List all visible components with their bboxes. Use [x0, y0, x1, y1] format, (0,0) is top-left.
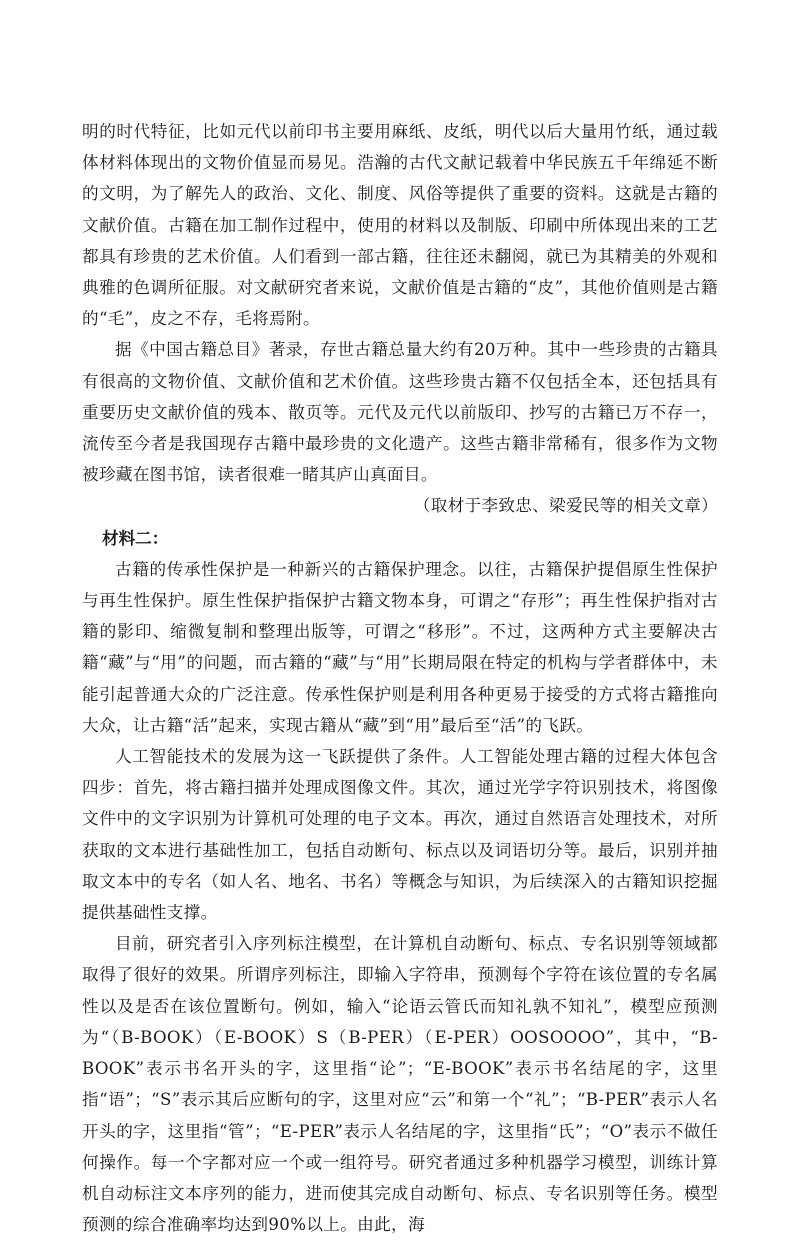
material2-paragraph-2: 人工智能技术的发展为这一飞跃提供了条件。人工智能处理古籍的过程大体包含四步：首先，将古籍扫描并处理成图像文件。其次，通过光学字符识别技术，将图像文件中的文字识别为计算机可处理的电子文本。再次，通过自然语言处理技术，对所获取的文本进行基础性加工，包括自动断句、标点以及词语切分等。最后，识别并抽取文本中的专名（如人名、地名、书名）等概念与知识，为后续深入的古籍知识挖掘提供基础性支撑。 — [82, 747, 718, 923]
material1-paragraph-1: 明的时代特征，比如元代以前印书主要用麻纸、皮纸，明代以后大量用竹纸，通过载体材料体现出的文物价值显而易见。浩瀚的古代文献记载着中华民族五千年绵延不断的文明，为了解先人的政治、文化、制度、风俗等提供了重要的资料。这就是古籍的文献价值。古籍在加工制作过程中，使用的材料以及制版、印刷中所体现出来的工艺都具有珍贵的艺术价值。人们看到一部古籍，往往还未翻阅，就已为其精美的外观和典雅的色调所征服。对文献研究者来说，文献价值是古籍的“皮”，其他价值则是古籍的“毛”，皮之不存，毛将焉附。 — [82, 122, 718, 329]
material1-source: （取材于李致忠、梁爱民等的相关文章） — [413, 496, 718, 516]
material1-paragraph-2: 据《中国古籍总目》著录，存世古籍总量大约有20万种。其中一些珍贵的古籍具有很高的文物价值、文献价值和艺术价值。这些珍贵古籍不仅包括全本，还包括具有重要历史文献价值的残本、散页等。元代及元代以前版印、抄写的古籍已万不存一，流传至今者是我国现存古籍中最珍贵的文化遗产。这些古籍非常稀有，很多作为文物被珍藏在图书馆，读者很难一睹其庐山真面目。 — [82, 340, 718, 485]
document-page — [82, 116, 718, 1240]
material2-paragraph-3: 目前，研究者引入序列标注模型，在计算机自动断句、标点、专名识别等领域都取得了很好的效果。所谓序列标注，即输入字符串，预测每个字符在该位置的专名属性以及是否在该位置断句。例如，输入“论语云管氏而知礼孰不知礼”，模型应预测为“（B-BOOK）（E-BOOK）S（B-PER）（E-PER）OOSOOOO”，其中，“B-BOOK”表示书名开头的字，这里指“论”；“E-BOOK”表示书名结尾的字，这里指“语”；“S”表示其后应断句的字，这里对应“云”和第一个“礼”；“B-PER”表示人名开头的字，这里指“管”；“E-PER”表示人名结尾的字，这里指“氏”；“O”表示不做任何操作。每一个字都对应一个或一组符号。研究者通过多种机器学习模型，训练计算机自动标注文本序列的能力，进而使其完成自动断句、标点、专名识别等任务。模型预测的综合准确率均达到90%以上。由此，海 — [82, 934, 718, 1235]
material2-paragraph-1: 古籍的传承性保护是一种新兴的古籍保护理念。以往，古籍保护提倡原生性保护与再生性保护。原生性保护指保护古籍文物本身，可谓之“存形”；再生性保护指对古籍的影印、缩微复制和整理出版等，可谓之“移形”。不过，这两种方式主要解决古籍“藏”与“用”的问题，而古籍的“藏”与“用”长期局限在特定的机构与学者群体中，未能引起普通大众的广泛注意。传承性保护则是利用各种更易于接受的方式将古籍推向大众，让古籍“活”起来，实现古籍从“藏”到“用”最后至“活”的飞跃。 — [82, 559, 718, 735]
material2-heading: 材料二： — [102, 528, 169, 548]
